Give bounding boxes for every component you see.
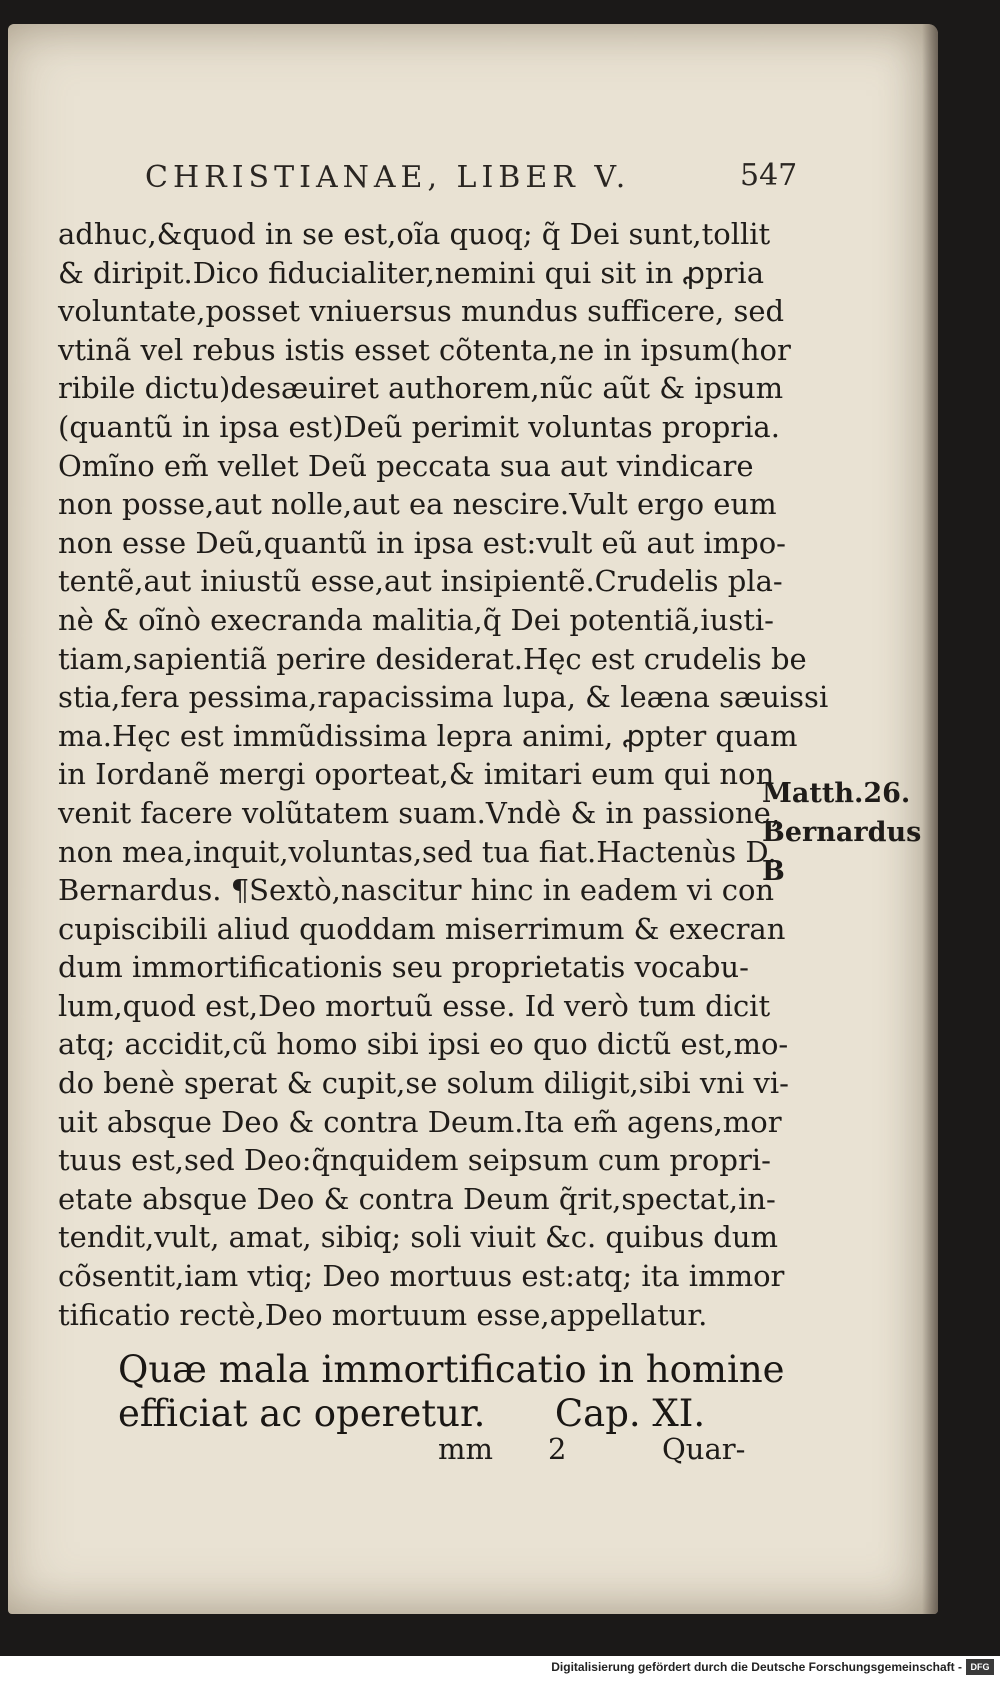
- text-line: stia,fera pessima,rapacissima lupa, & leæna sæuissi: [58, 680, 829, 715]
- chapter-heading-text: efficiat ac operetur.: [118, 1392, 486, 1435]
- dfg-logo: DFG: [966, 1659, 994, 1675]
- digitization-credit: Digitalisierung gefördert durch die Deutsche Forschungsgemeinschaft -: [551, 1660, 962, 1674]
- chapter-heading-line: [118, 1392, 778, 1436]
- running-head: CHRISTIANAE, LIBER V.: [145, 160, 631, 195]
- text-line: tuus est,sed Deo:q̃nquidem seipsum cum propri-: [58, 1143, 771, 1178]
- text-line: venit facere volũtatem suam.Vndè & in passione,: [58, 795, 781, 830]
- text-line: in Iordanẽ mergi oporteat,& imitari eum qui non: [58, 757, 775, 792]
- margin-note-reference: Matth.26.: [762, 778, 911, 809]
- text-line: Bernardus. ¶Sextò,nascitur hinc in eadem vi con: [58, 873, 775, 908]
- text-line: tiam,sapientiã perire desiderat.Hęc est crudelis be: [58, 641, 807, 676]
- text-line: tendit,vult, amat, sibiq; soli viuit &c. quibus dum: [58, 1220, 779, 1255]
- text-line: adhuc,&quod in se est,oĩa quoq; q̃ Dei sunt,tollit: [58, 217, 771, 251]
- text-line: non esse Deũ,quantũ in ipsa est:vult eũ aut impo-: [58, 525, 786, 560]
- text-line: tentẽ,aut iniustũ esse,aut insipientẽ.Crudelis pla-: [58, 564, 783, 599]
- text-line: non mea,inquit,voluntas,sed tua fiat.Hactenùs D.: [58, 834, 777, 869]
- page-edge-shadow: [922, 24, 938, 1614]
- chapter-heading: [118, 1348, 785, 1436]
- text-line: cupiscibili aliud quoddam miserrimum & execran: [58, 911, 786, 946]
- text-line: Omĩno em̃ vellet Deũ peccata sua aut vindicare: [58, 448, 754, 483]
- chapter-heading-line: Quæ mala immortificatio in homine: [118, 1348, 785, 1391]
- margin-note-letter: B: [762, 856, 785, 887]
- text-line: (quantũ in ipsa est)Deũ perimit voluntas propria.: [58, 409, 780, 444]
- catchword: Quar-: [662, 1432, 746, 1466]
- text-line: tificatio rectè,Deo mortuum esse,appellatur.: [58, 1297, 708, 1332]
- signature-number: 2: [548, 1432, 567, 1466]
- signature-mark: mm: [438, 1432, 493, 1466]
- folio-number: 547: [740, 158, 798, 193]
- text-line: dum immortificationis seu proprietatis vocabu-: [58, 950, 749, 985]
- text-line: do benè sperat & cupit,se solum diligit,sibi vni vi-: [58, 1066, 789, 1101]
- text-line: voluntate,posset vniuersus mundus sufficere, sed: [58, 294, 785, 329]
- text-line: etate absque Deo & contra Deum q̃rit,spectat,in-: [58, 1181, 776, 1216]
- text-line: lum,quod est,Deo mortuũ esse. Id verò tum dicit: [58, 988, 771, 1023]
- text-line: ribile dictu)desæuiret authorem,nũc aũt & ipsum: [58, 371, 784, 406]
- text-line: vtinã vel rebus istis esset cõtenta,ne in ipsum(hor: [58, 332, 791, 367]
- text-line: atq; accidit,cũ homo sibi ipsi eo quo dictũ est,mo-: [58, 1027, 789, 1062]
- text-line: & diripit.Dico fiducialiter,nemini qui sit in ꝓpria: [58, 255, 764, 290]
- text-line: nè & oĩnò execranda malitia,q̃ Dei potentiã,iusti-: [58, 602, 774, 637]
- text-line: cõsentit,iam vtiq; Deo mortuus est:atq; ita immor: [58, 1259, 785, 1294]
- margin-note-author: Bernardus: [762, 817, 922, 848]
- text-line: non posse,aut nolle,aut ea nescire.Vult ergo eum: [58, 487, 777, 522]
- text-line: uit absque Deo & contra Deum.Ita em̃ agens,mor: [58, 1104, 782, 1139]
- text-line: ma.Hęc est immũdissima lepra animi, ꝓpter quam: [58, 718, 798, 753]
- chapter-number: Cap. XI.: [554, 1392, 706, 1435]
- body-text: [58, 215, 829, 1334]
